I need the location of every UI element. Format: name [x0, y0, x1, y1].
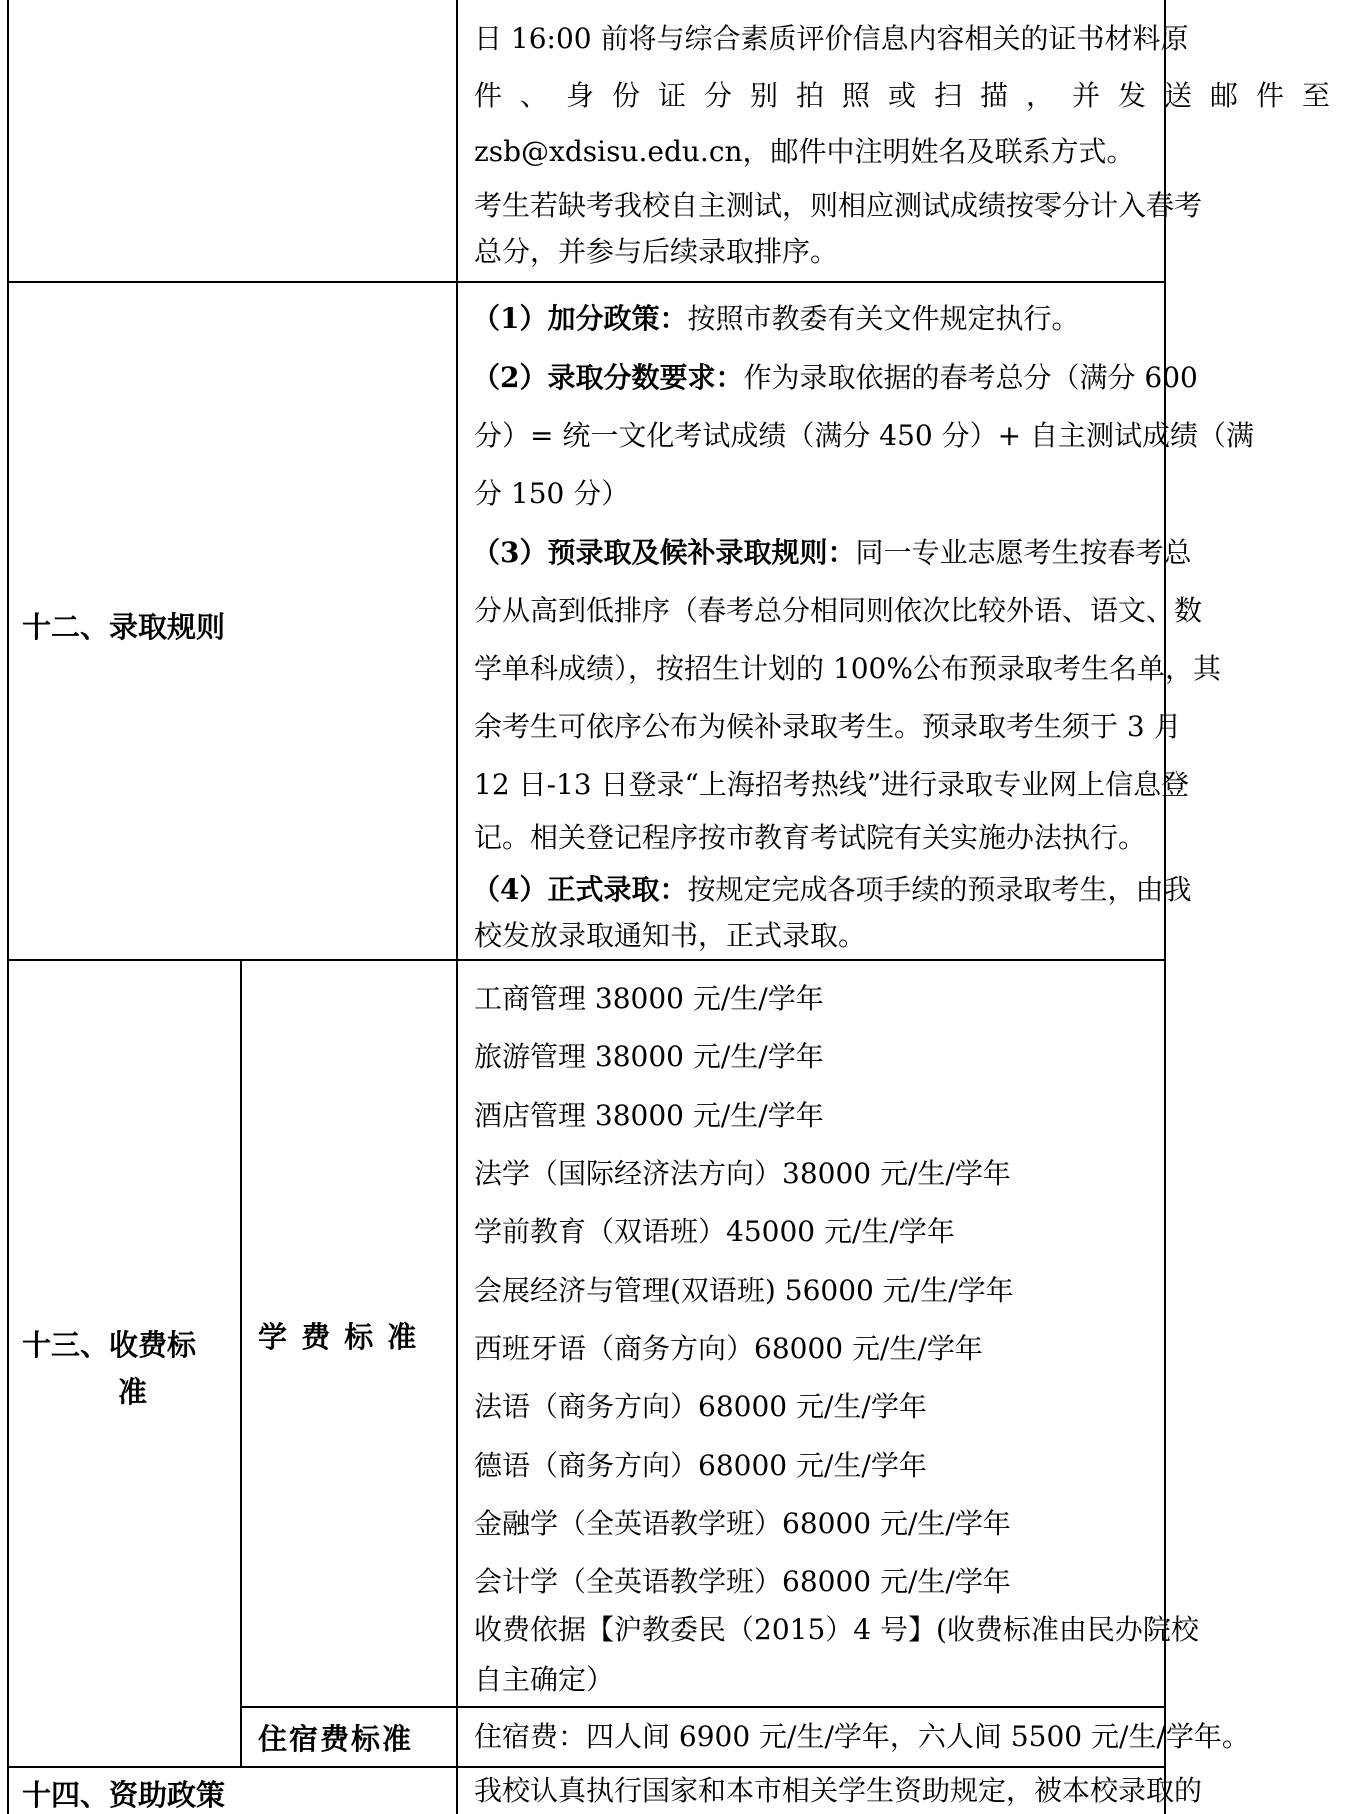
row13-label-line2: 准 [118, 1375, 148, 1409]
row-divider-12-13 [7, 959, 1166, 961]
rule-number: （3） [472, 536, 548, 569]
row11-line: 考生若缺考我校自主测试，则相应测试成绩按零分计入春考 [474, 189, 1203, 222]
rule-text: 同一专业志愿考生按春考总 [855, 536, 1192, 569]
tuition-item: 会展经济与管理(双语班) 56000 元/生/学年 [474, 1274, 1014, 1307]
rule-number: （4） [472, 873, 548, 906]
rule-number: （1） [472, 302, 548, 335]
tuition-item: 会计学（全英语教学班）68000 元/生/学年 [474, 1565, 1011, 1598]
row11-email-line: zsb@xdsisu.edu.cn，邮件中注明姓名及联系方式。 [474, 135, 1135, 168]
row13-label-line1: 十三、收费标 [22, 1328, 197, 1362]
rule-item-3 [472, 524, 1192, 582]
tuition-item: 酒店管理 38000 元/生/学年 [474, 1099, 824, 1132]
rule-item-1 [472, 290, 1080, 348]
rule-item-4 [472, 867, 1192, 913]
rule-line: 校发放录取通知书，正式录取。 [474, 919, 867, 952]
tuition-label: 学 费 标 准 [258, 1320, 419, 1354]
row11-line: 日 16:00 前将与综合素质评价信息内容相关的证书材料原 [474, 22, 1189, 55]
row11-line: 件 、 身 份 证 分 别 拍 照 或 扫 描 ， 并 发 送 邮 件 至 [474, 79, 1330, 112]
rule-text: 按规定完成各项手续的预录取考生，由我 [687, 873, 1192, 906]
fee-basis-line: 收费依据【沪教委民（2015）4 号】(收费标准由民办院校 [474, 1613, 1199, 1646]
column-divider-main [456, 0, 458, 1814]
rule-number: （2） [472, 361, 548, 394]
fee-basis-line: 自主确定） [474, 1663, 615, 1696]
tuition-item: 法学（国际经济法方向）38000 元/生/学年 [474, 1157, 1011, 1190]
tuition-item: 金融学（全英语教学班）68000 元/生/学年 [474, 1507, 1011, 1540]
rule-line: 12 日-13 日登录“上海招考热线”进行录取专业网上信息登 [474, 768, 1190, 801]
rule-title: 加分政策： [547, 302, 688, 335]
row12-label: 十二、录取规则 [22, 610, 226, 644]
rule-title: 录取分数要求： [547, 361, 744, 394]
rule-item-2 [472, 349, 1198, 407]
rule-title: 正式录取： [547, 873, 688, 906]
row-divider-tuition-dorm [240, 1706, 1166, 1708]
rule-line: 分）= 统一文化考试成绩（满分 450 分）+ 自主测试成绩（满 [474, 419, 1254, 452]
rule-line: 记。相关登记程序按市教育考试院有关实施办法执行。 [474, 821, 1147, 854]
row-divider-11-12 [7, 281, 1166, 283]
tuition-item: 工商管理 38000 元/生/学年 [474, 982, 824, 1015]
tuition-item: 学前教育（双语班）45000 元/生/学年 [474, 1215, 955, 1248]
rule-line: 余考生可依序公布为候补录取考生。预录取考生须于 3 月 [474, 710, 1182, 743]
row14-label: 十四、资助政策 [22, 1778, 226, 1812]
dorm-label: 住宿费标准 [258, 1722, 414, 1756]
rule-line: 学单科成绩），按招生计划的 100%公布预录取考生名单，其 [474, 652, 1221, 685]
tuition-item: 德语（商务方向）68000 元/生/学年 [474, 1449, 927, 1482]
table-left-border [7, 0, 9, 1814]
rule-text: 作为录取依据的春考总分（满分 600 [743, 361, 1198, 394]
column-divider-sub [240, 959, 242, 1766]
rule-title: 预录取及候补录取规则： [547, 536, 856, 569]
tuition-item: 旅游管理 38000 元/生/学年 [474, 1040, 824, 1073]
tuition-item: 法语（商务方向）68000 元/生/学年 [474, 1390, 927, 1423]
dorm-fee-text: 住宿费：四人间 6900 元/生/学年，六人间 5500 元/生/学年。 [474, 1720, 1250, 1753]
rule-text: 按照市教委有关文件规定执行。 [687, 302, 1080, 335]
row11-line: 总分，并参与后续录取排序。 [474, 235, 839, 268]
tuition-item: 西班牙语（商务方向）68000 元/生/学年 [474, 1332, 983, 1365]
row14-text: 我校认真执行国家和本市相关学生资助规定，被本校录取的 [474, 1774, 1203, 1807]
rule-line: 分 150 分） [474, 477, 630, 510]
rule-line: 分从高到低排序（春考总分相同则依次比较外语、语文、数 [474, 594, 1203, 627]
